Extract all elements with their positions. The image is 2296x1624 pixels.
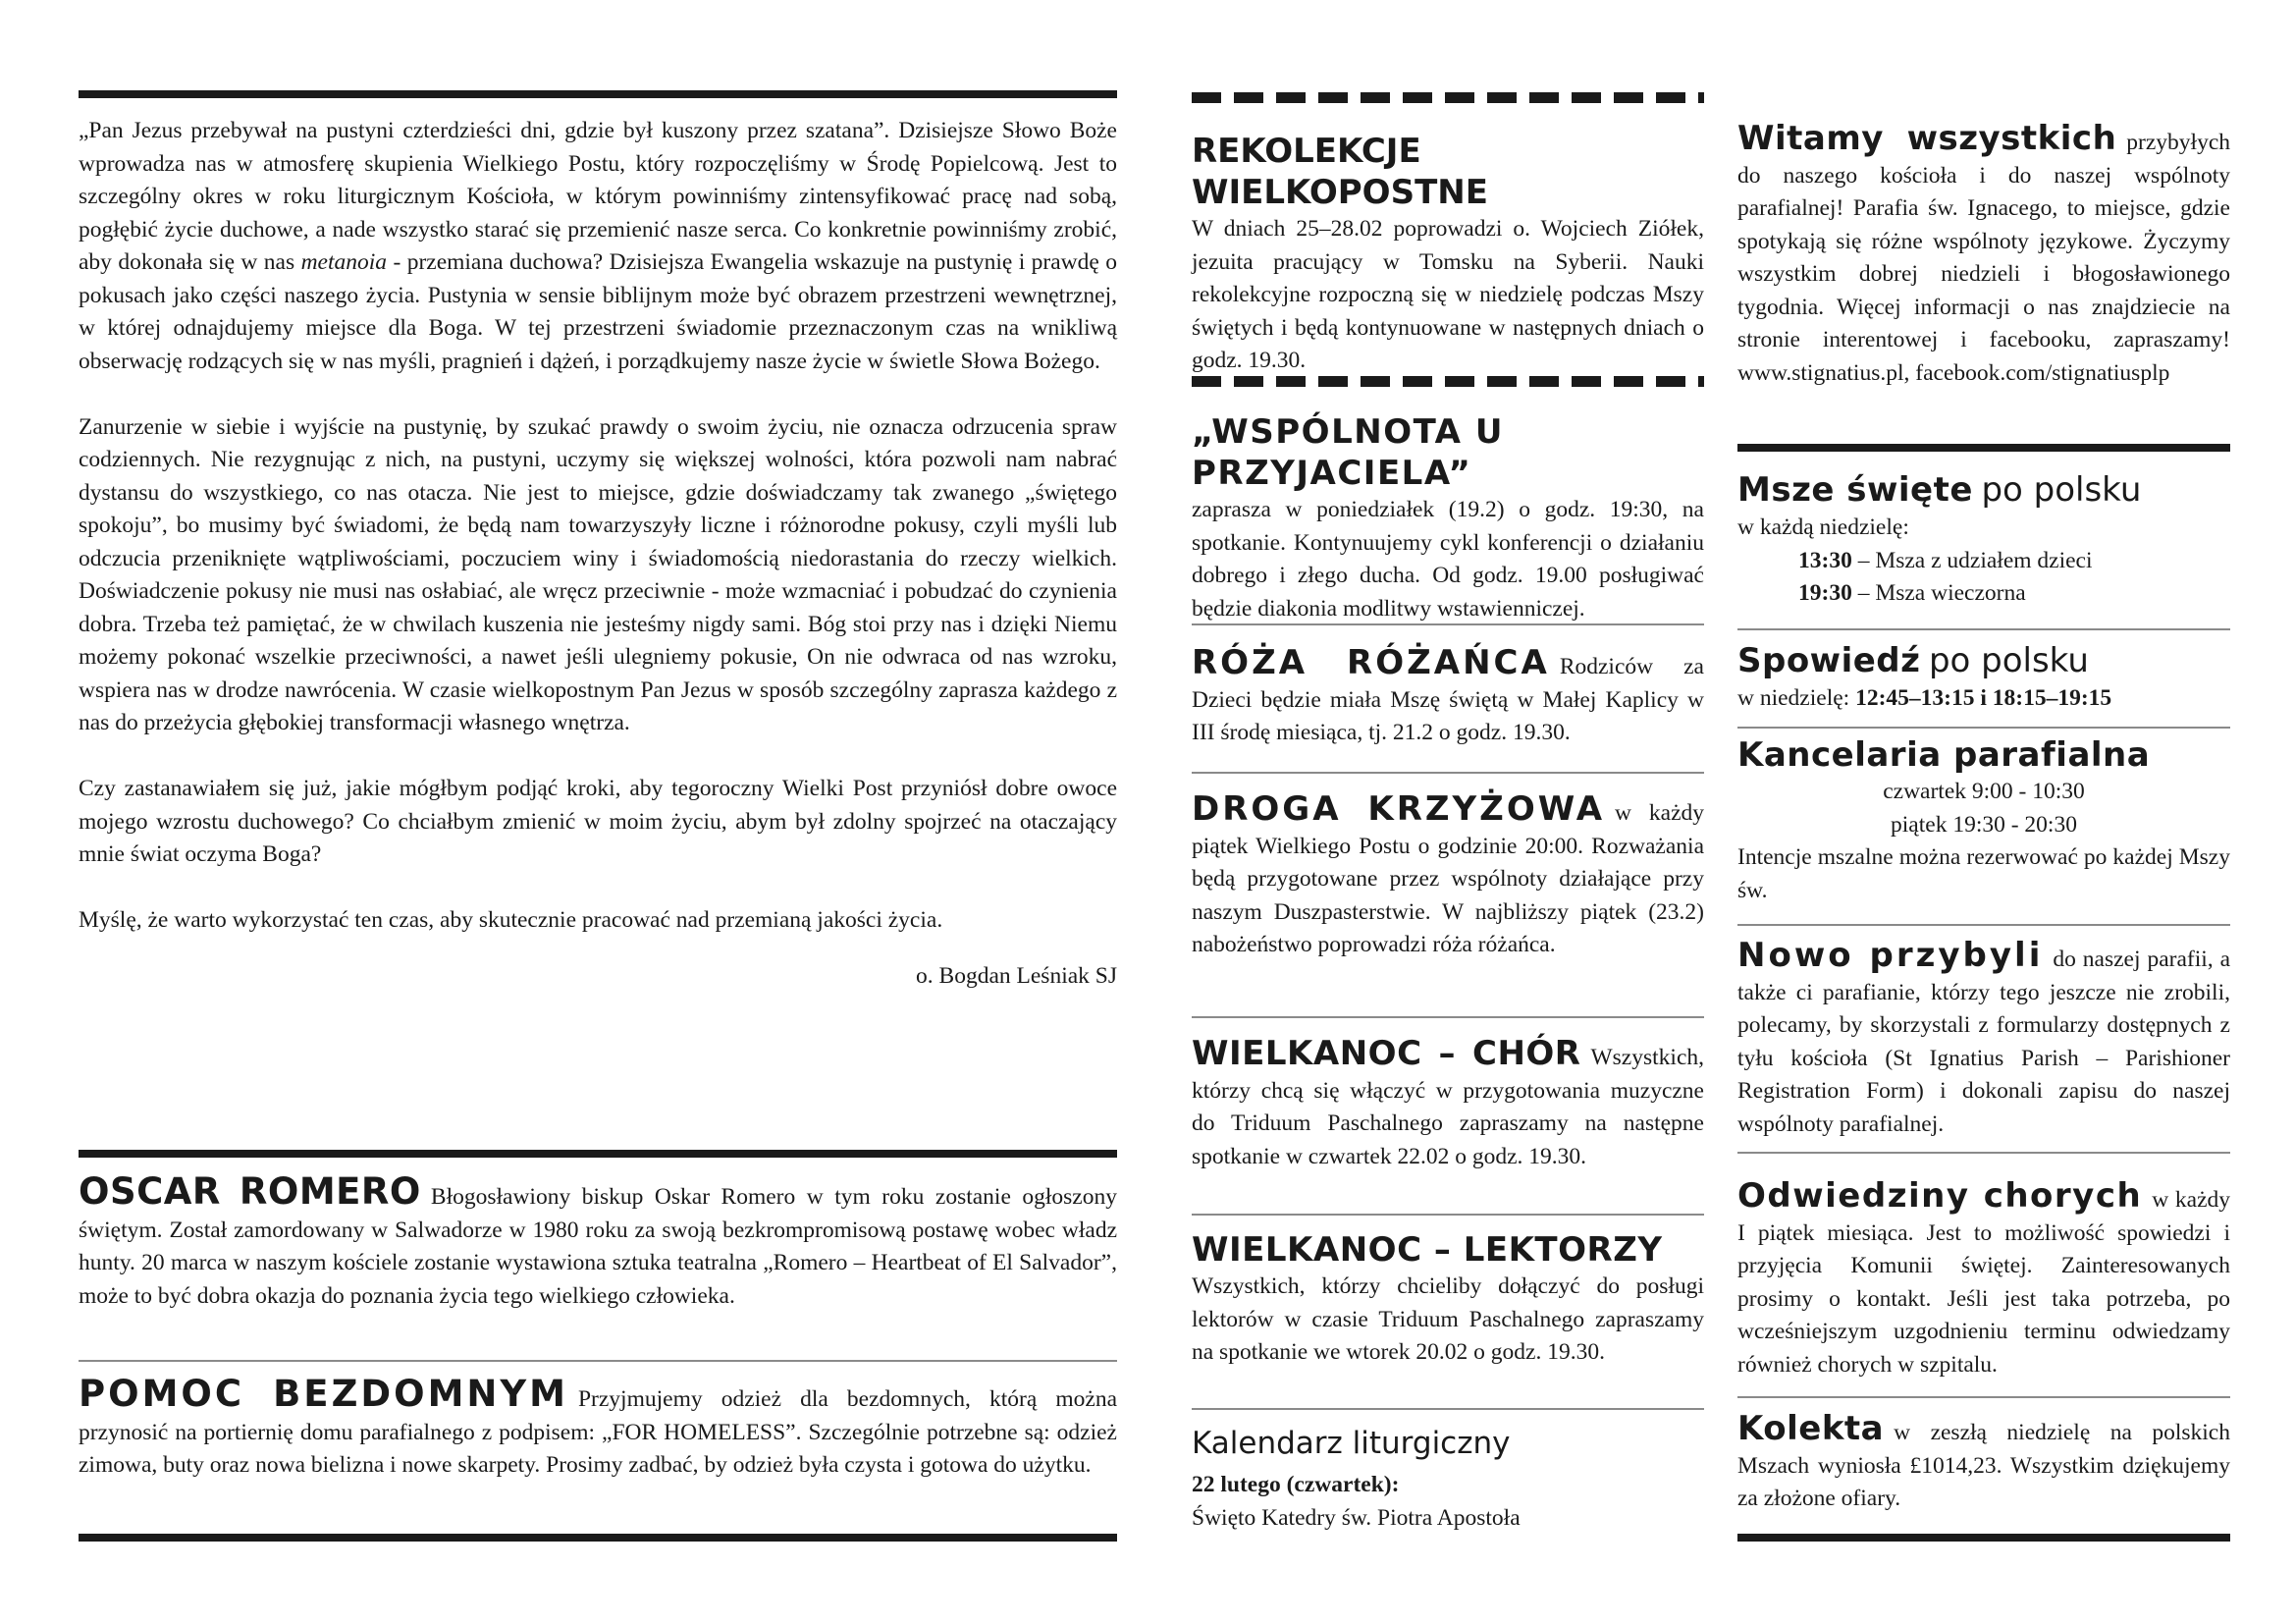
- witamy-text: przybyłych do naszego kościoła i do naszej wspólnoty parafialnej! Parafia św. Ignacego, to miejsce, gdzie spotykają się różne wspólnoty językowe. Życzymy wszystkim dobrej niedzieli i błogosławionego tygodnia. Więcej informacji o nas znajdziecie na stronie interentowej i facebooku, zapraszamy! www.stignatius.pl, facebook.com/stignatiusplp: [1737, 130, 2230, 386]
- divider: [79, 1360, 1117, 1362]
- nowo-title: Nowo przybyli: [1737, 936, 2044, 975]
- kolekta-section: [1737, 1408, 2230, 1516]
- metanoia-term: metanoia: [300, 249, 388, 275]
- roza-text: Rodziców za Dzieci będzie miała Mszę świętą w Małej Kaplicy w III środę miesiąca, tj. 21.2 o godz. 19.30.: [1192, 654, 1704, 745]
- spowiedz-prefix: w niedzielę:: [1737, 685, 1850, 711]
- wspolnota-section: [1192, 411, 1704, 625]
- section-bar: [1737, 444, 2230, 452]
- pomoc-text: Przyjmujemy odzież dla bezdomnych, którą można przynosić na portiernię domu parafialnego z podpisem: „FOR HOMELESS”. Szczególnie potrzebne są: odzież zimowa, buty oraz nowa bielizna i nowe skarpety. Prosimy zadbać, by odzież była czysta i gotowa do użytku.: [79, 1386, 1118, 1478]
- divider: [1737, 628, 2230, 630]
- divider: [1192, 623, 1704, 625]
- divider: [1192, 1214, 1704, 1216]
- spowiedz-title: Spowiedź: [1737, 641, 1921, 680]
- nowo-text: do naszej parafii, a także ci parafianie, którzy tego jeszcze nie zrobili, polecamy, by skorzystali z formularzy dostępnych z tyłu kościoła (St Ignatius Parish – Parishioner Registration Form) i dokonali zapisu do naszej wspólnoty parafialnej.: [1737, 947, 2231, 1137]
- odwiedziny-title: Odwiedziny chorych: [1737, 1176, 2143, 1216]
- article-paragraph-1: „Pan Jezus przebywał na pustyni czterdzieści dni, gdzie był kuszony przez szatana”. Dzisiejsze Słowo Boże wprowadza nas w atmosferę skupienia Wielkiego Postu, który rozpoczęliśmy w Środę Popielcową. Jest to szczególny okres w roku liturgicznym Kościoła, w którym powinniśmy zintensyfikować pracę nad sobą, pogłębić życie duchowe, a nade wszystko starać się przemienić nasze serca. Co konkretnie powinniśmy zrobić, aby dokonała się w nas metanoia - przemiana duchowa? Dzisiejsza Ewangelia wskazuje na pustynię i prawdę o pokusach jako części naszego życia. Pustynia w sensie biblijnym może być obrazem przestrzeni wewnętrznej, w której odnajdujemy miejsce dla Boga. W tej przestrzeni świadomie przeznaczonym czas na wnikliwą obserwację rodzących się w nas myśli, pragnień i dążeń, i porządkujemy nasze życie w świetle Słowa Bożego.: [79, 118, 1117, 374]
- romero-bar: [79, 1150, 1117, 1158]
- rekolekcje-text: W dniach 25–28.02 poprowadzi o. Wojciech Ziółek, jezuita pracujący w Tomsku na Syberii. Nauki rekolekcyjne rozpoczną się w niedzielę podczas Mszy świętych i będą kontynuowane w następnych dniach o godz. 19.30.: [1192, 216, 1704, 373]
- chor-title: WIELKANOC – CHÓR: [1192, 1034, 1581, 1073]
- droga-section: [1192, 788, 1704, 962]
- msze-subtitle: po polsku: [1981, 470, 2142, 510]
- kolekta-text: w zeszłą niedzielę na polskich Mszach wyniosła £1014,23. Wszystkim dziękujemy za złożone ofiary.: [1737, 1420, 2230, 1511]
- msze-row-1: 13:30 – Msza z udziałem dzieci: [1798, 547, 2093, 573]
- nowo-section: [1737, 935, 2230, 1141]
- msze-intro: w każdą niedzielę:: [1737, 514, 1909, 540]
- droga-text: w każdy piątek Wielkiego Postu o godzinie 20:00. Rozważania będą przygotowane przez wspólnoty działające przy naszym Duszpasterstwie. W najbliższy piątek (23.2) nabożeństwo poprowadzi róża różańca.: [1192, 800, 1704, 957]
- divider: [1192, 772, 1704, 774]
- romero-section: [79, 1170, 1117, 1313]
- bottom-bar: [79, 1534, 1117, 1542]
- msze-row-2: 19:30 – Msza wieczorna: [1798, 580, 2026, 606]
- chor-section: [1192, 1033, 1704, 1173]
- kancelaria-text: Intencje mszalne można rezerwować po każdej Mszy św.: [1737, 844, 2230, 903]
- odwiedziny-text: w każdy I piątek miesiąca. Jest to możliwość spowiedzi i przyjęcia Komunii świętej. Zainteresowanych prosimy o kontakt. Jeśli jest taka potrzeba, po wcześniejszym uzgodnieniu terminu odwiedzamy również chorych w szpitalu.: [1737, 1187, 2230, 1378]
- roza-title: RÓŻA RÓŻAŃCA: [1192, 643, 1550, 682]
- divider: [1737, 727, 2230, 729]
- kancelaria-hours-2: piątek 19:30 - 20:30: [1891, 811, 2077, 838]
- lektorzy-section: [1192, 1229, 1704, 1370]
- article-paragraph-2: Zanurzenie w siebie i wyjście na pustynię, by szukać prawdy o swoim życiu, nie oznacza odrzucenia spraw codziennych. Nie rezygnując z nich, na pustyni, uczymy się większej wolności, która pozwoli nam nabrać dystansu do wszystkiego, co nas otacza. Nie jest to miejsce, gdzie doświadczamy tak zwanego „świętego spokoju”, bo musimy być świadomi, że będą nam towarzyszyły liczne i różnorodne pokusy, czyli myśli lub odczucia przeniknięte wątpliwościami, poczuciem winy i świadomością niedorastania do rzeczy wielkich. Doświadczenie pokusy nie musi nas osłabiać, ale wręcz przeciwnie - może wzmacniać i pobudzać do czynienia dobra. Trzeba też pamiętać, że w chwilach kuszenia nie jesteśmy nigdy sami. Bóg stoi przy nas i dzięki Niemu możemy pokonać wszelkie przeciwności, a nawet jeśli ulegniemy pokusie, On nie odwraca od nas wzroku, wspiera nas w drodze nawrócenia. W czasie wielkopostnym Pan Jezus w sposób szczególny zaprasza każdego z nas do przeżycia głębokiej transformacji własnego wnętrza.: [79, 413, 1117, 735]
- odwiedziny-section: [1737, 1175, 2230, 1381]
- rekolekcje-title: REKOLEKCJE WIELKOPOSTNE: [1192, 132, 1488, 212]
- wspolnota-title: „WSPÓLNOTA U PRZYJACIELA”: [1192, 412, 1504, 493]
- droga-title: DROGA KRZYŻOWA: [1192, 789, 1606, 829]
- pomoc-section: [79, 1373, 1117, 1483]
- msze-title: Msze święte: [1737, 470, 1973, 510]
- lektorzy-title: WIELKANOC – LEKTORZY: [1192, 1230, 1663, 1270]
- wspolnota-text: zaprasza w poniedziałek (19.2) o godz. 19:30, na spotkanie. Kontynuujemy cykl konferencji o działaniu dobrego i złego ducha. Od godz. 19.00 posługiwać będzie diakonia modlitwy wstawienniczej.: [1192, 497, 1704, 622]
- romero-text: Błogosławiony biskup Oskar Romero w tym roku zostanie ogłoszony świętym. Został zamordowany w Salwadorze w 1980 roku za swoją bezkrompromisową postawę wobec władz hunty. 20 marca w naszym kościele zostanie wystawiona sztuka teatralna „Romero – Heartbeat of El Salvador”, może to być dobra okazja do poznania życia tego wielkiego człowieka.: [79, 1184, 1117, 1309]
- divider: [1737, 1152, 2230, 1154]
- chor-text: Wszystkich, którzy chcą się włączyć w przygotowania muzyczne do Triduum Paschalnego zapraszamy na następne spotkanie w czwartek 22.02 o godz. 19.30.: [1192, 1045, 1704, 1169]
- kancelaria-hours-1: czwartek 9:00 - 10:30: [1883, 779, 2085, 804]
- article-paragraph-3: Czy zastanawiałem się już, jakie mógłbym podjąć kroki, aby tegoroczny Wielki Post przyniósł dobre owoce mojego wzrostu duchowego? Co chciałbym zmienić w moim życiu, abym był zdolny spojrzeć na otaczający mnie świat oczyma Boga?: [79, 776, 1117, 867]
- roza-section: [1192, 642, 1704, 750]
- lektorzy-text: Wszystkich, którzy chcieliby dołączyć do posługi lektorów w czasie Triduum Paschalnego zapraszamy na spotkanie we wtorek 20.02 o godz. 19.30.: [1192, 1273, 1704, 1365]
- spowiedz-times: 12:45–13:15 i 18:15–19:15: [1855, 685, 2112, 711]
- divider: [1192, 1408, 1704, 1410]
- top-bar: [79, 90, 1117, 98]
- pomoc-title: POMOC BEZDOMNYM: [79, 1373, 568, 1415]
- witamy-title: Witamy wszystkich: [1737, 119, 2117, 158]
- dashed-divider: [1192, 376, 1704, 387]
- article-signature: o. Bogdan Leśniak SJ: [916, 962, 1117, 989]
- article-paragraph-4: Myślę, że warto wykorzystać ten czas, aby skutecznie pracować nad przemianą jakości życia.: [79, 907, 943, 933]
- msze-section: [1737, 469, 2230, 611]
- bottom-bar: [1737, 1534, 2230, 1542]
- divider: [1737, 924, 2230, 926]
- divider: [1737, 1396, 2230, 1398]
- spowiedz-subtitle: po polsku: [1928, 641, 2089, 680]
- kancelaria-title: Kancelaria parafialna: [1737, 735, 2151, 775]
- kalendarz-event: Święto Katedry św. Piotra Apostoła: [1192, 1504, 1521, 1531]
- witamy-section: [1737, 118, 2230, 390]
- lent-article: [79, 115, 1117, 993]
- kalendarz-section: [1192, 1424, 1704, 1535]
- romero-title: OSCAR ROMERO: [79, 1170, 421, 1213]
- spowiedz-section: [1737, 640, 2230, 716]
- kalendarz-date: 22 lutego (czwartek):: [1192, 1472, 1400, 1497]
- dashed-divider: [1192, 92, 1704, 103]
- kolekta-title: Kolekta: [1737, 1409, 1885, 1448]
- divider: [1192, 1016, 1704, 1018]
- kancelaria-section: [1737, 734, 2230, 907]
- rekolekcje-section: [1192, 131, 1704, 378]
- kalendarz-title: Kalendarz liturgiczny: [1192, 1426, 1511, 1461]
